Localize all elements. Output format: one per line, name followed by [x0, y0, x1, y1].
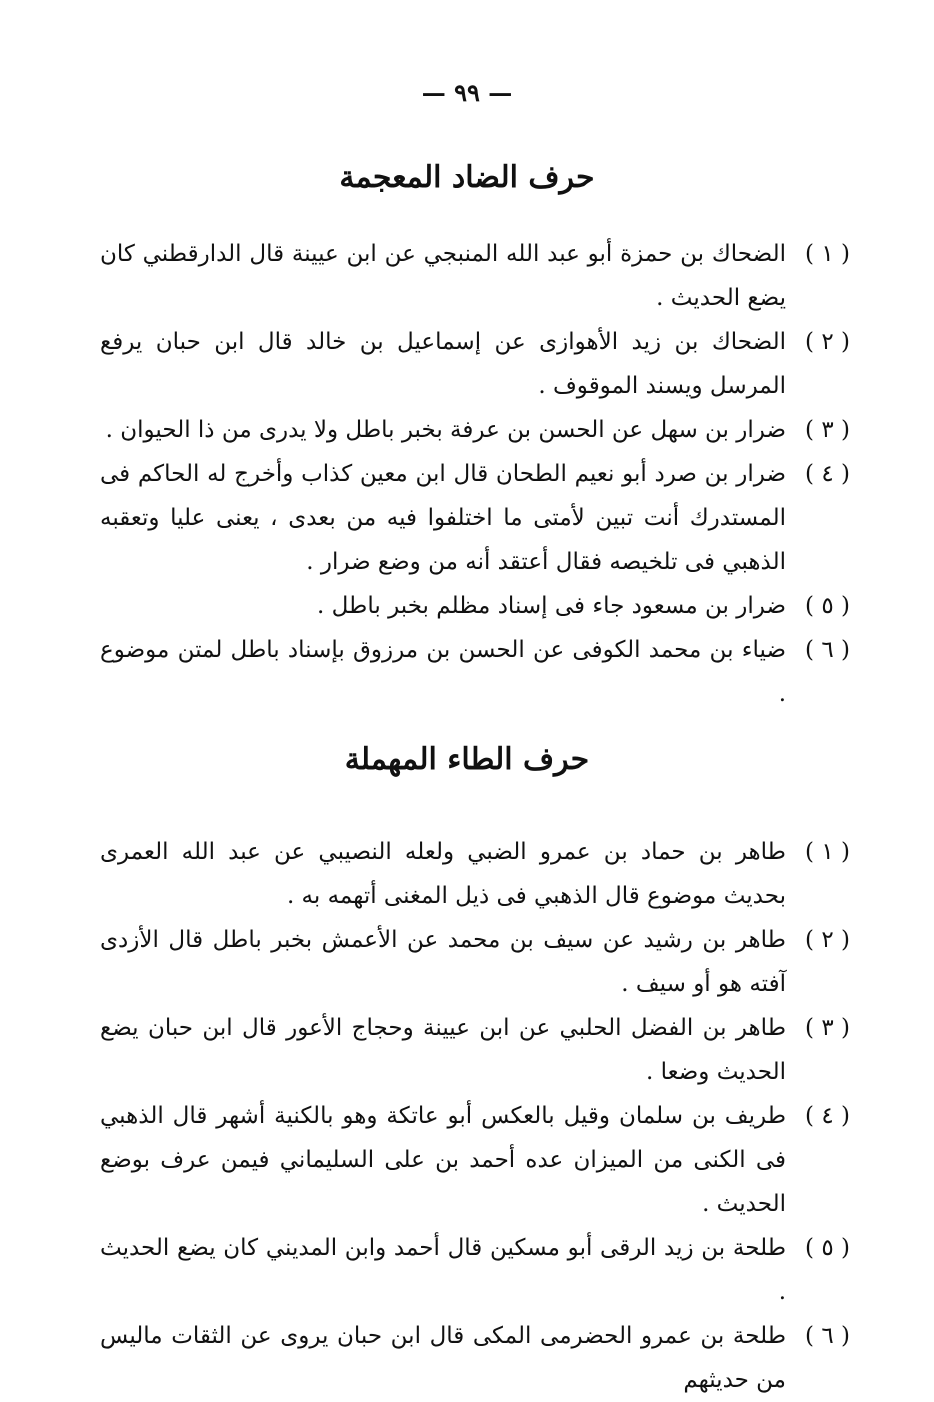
entry-dad-6: [100, 628, 850, 716]
entry-text: الضحاك بن زيد الأهوازى عن إسماعيل بن خالد قال ابن حبان يرفع المرسل ويسند الموقوف .: [100, 329, 786, 399]
entry-dad-5: [100, 584, 850, 628]
entry-text: الضحاك بن حمزة أبو عبد الله المنبجي عن ابن عيينة قال الدارقطني كان يضع الحديث .: [100, 241, 786, 311]
entry-dad-1: [100, 232, 850, 320]
entry-number: ( ٢ ): [805, 329, 850, 355]
entry-number: ( ٥ ): [805, 1235, 850, 1261]
entry-text: طلحة بن زيد الرقى أبو مسكين قال أحمد وابن المديني كان يضع الحديث .: [100, 1235, 786, 1305]
entry-number: ( ٣ ): [805, 1015, 850, 1041]
entry-list-taa: [100, 830, 850, 1402]
entry-number: ( ٥ ): [805, 593, 850, 619]
entry-number: ( ٤ ): [805, 461, 850, 487]
entry-number: ( ١ ): [805, 839, 850, 865]
section-title-taa: حرف الطاء المهملة: [344, 742, 590, 777]
entry-number: ( ٤ ): [805, 1103, 850, 1129]
entry-text: طلحة بن عمرو الحضرمى المكى قال ابن حبان يروى عن الثقات ماليس من حديثهم: [100, 1323, 786, 1393]
entry-taa-3: [100, 1006, 850, 1094]
entry-text: طاهر بن رشيد عن سيف بن محمد عن الأعمش بخبر باطل قال الأزدى آفته هو أو سيف .: [100, 927, 786, 997]
entry-taa-5: [100, 1226, 850, 1314]
entry-text: ضرار بن سهل عن الحسن بن عرفة بخبر باطل ولا يدرى من ذا الحيوان .: [105, 417, 786, 443]
entry-text: طاهر بن حماد بن عمرو الضبي ولعله النصيبي عن عبد الله العمرى بحديث موضوع قال الذهبي فى ذيل المغنى أتهمه به .: [100, 839, 786, 909]
entry-number: ( ١ ): [805, 241, 850, 267]
entry-number: ( ٦ ): [805, 637, 850, 663]
entry-text: ضياء بن محمد الكوفى عن الحسن بن مرزوق بإسناد باطل لمتن موضوع .: [100, 637, 786, 707]
entry-dad-2: [100, 320, 850, 408]
entry-list-dad: [100, 232, 850, 716]
page-number: — ٩٩ —: [421, 78, 513, 107]
entry-taa-4: [100, 1094, 850, 1226]
entry-taa-6: [100, 1314, 850, 1402]
entry-dad-3: [100, 408, 850, 452]
entry-text: طاهر بن الفضل الحلبي عن ابن عيينة وحجاج الأعور قال ابن حبان يضع الحديث وضعا .: [100, 1015, 786, 1085]
entry-number: ( ٢ ): [805, 927, 850, 953]
entry-dad-4: [100, 452, 850, 584]
entry-taa-2: [100, 918, 850, 1006]
entry-number: ( ٣ ): [805, 417, 850, 443]
entry-text: ضرار بن صرد أبو نعيم الطحان قال ابن معين كذاب وأخرج له الحاكم فى المستدرك أنت تبين لأمتى ما اختلفوا فيه من بعدى ، يعنى عليا وتعقبه الذهبي فى تلخيصه فقال أعتقد أنه من وضع ضرار .: [100, 461, 786, 575]
entry-taa-1: [100, 830, 850, 918]
entry-text: طريف بن سلمان وقيل بالعكس أبو عاتكة وهو بالكنية أشهر قال الذهبي فى الكنى من الميزان عده أحمد بن على السليماني فيمن عرف بوضع الحديث .: [100, 1103, 786, 1217]
section-title-dad: حرف الضاد المعجمة: [339, 160, 595, 195]
entry-text: ضرار بن مسعود جاء فى إسناد مظلم بخبر باطل .: [317, 593, 786, 619]
entry-number: ( ٦ ): [805, 1323, 850, 1349]
